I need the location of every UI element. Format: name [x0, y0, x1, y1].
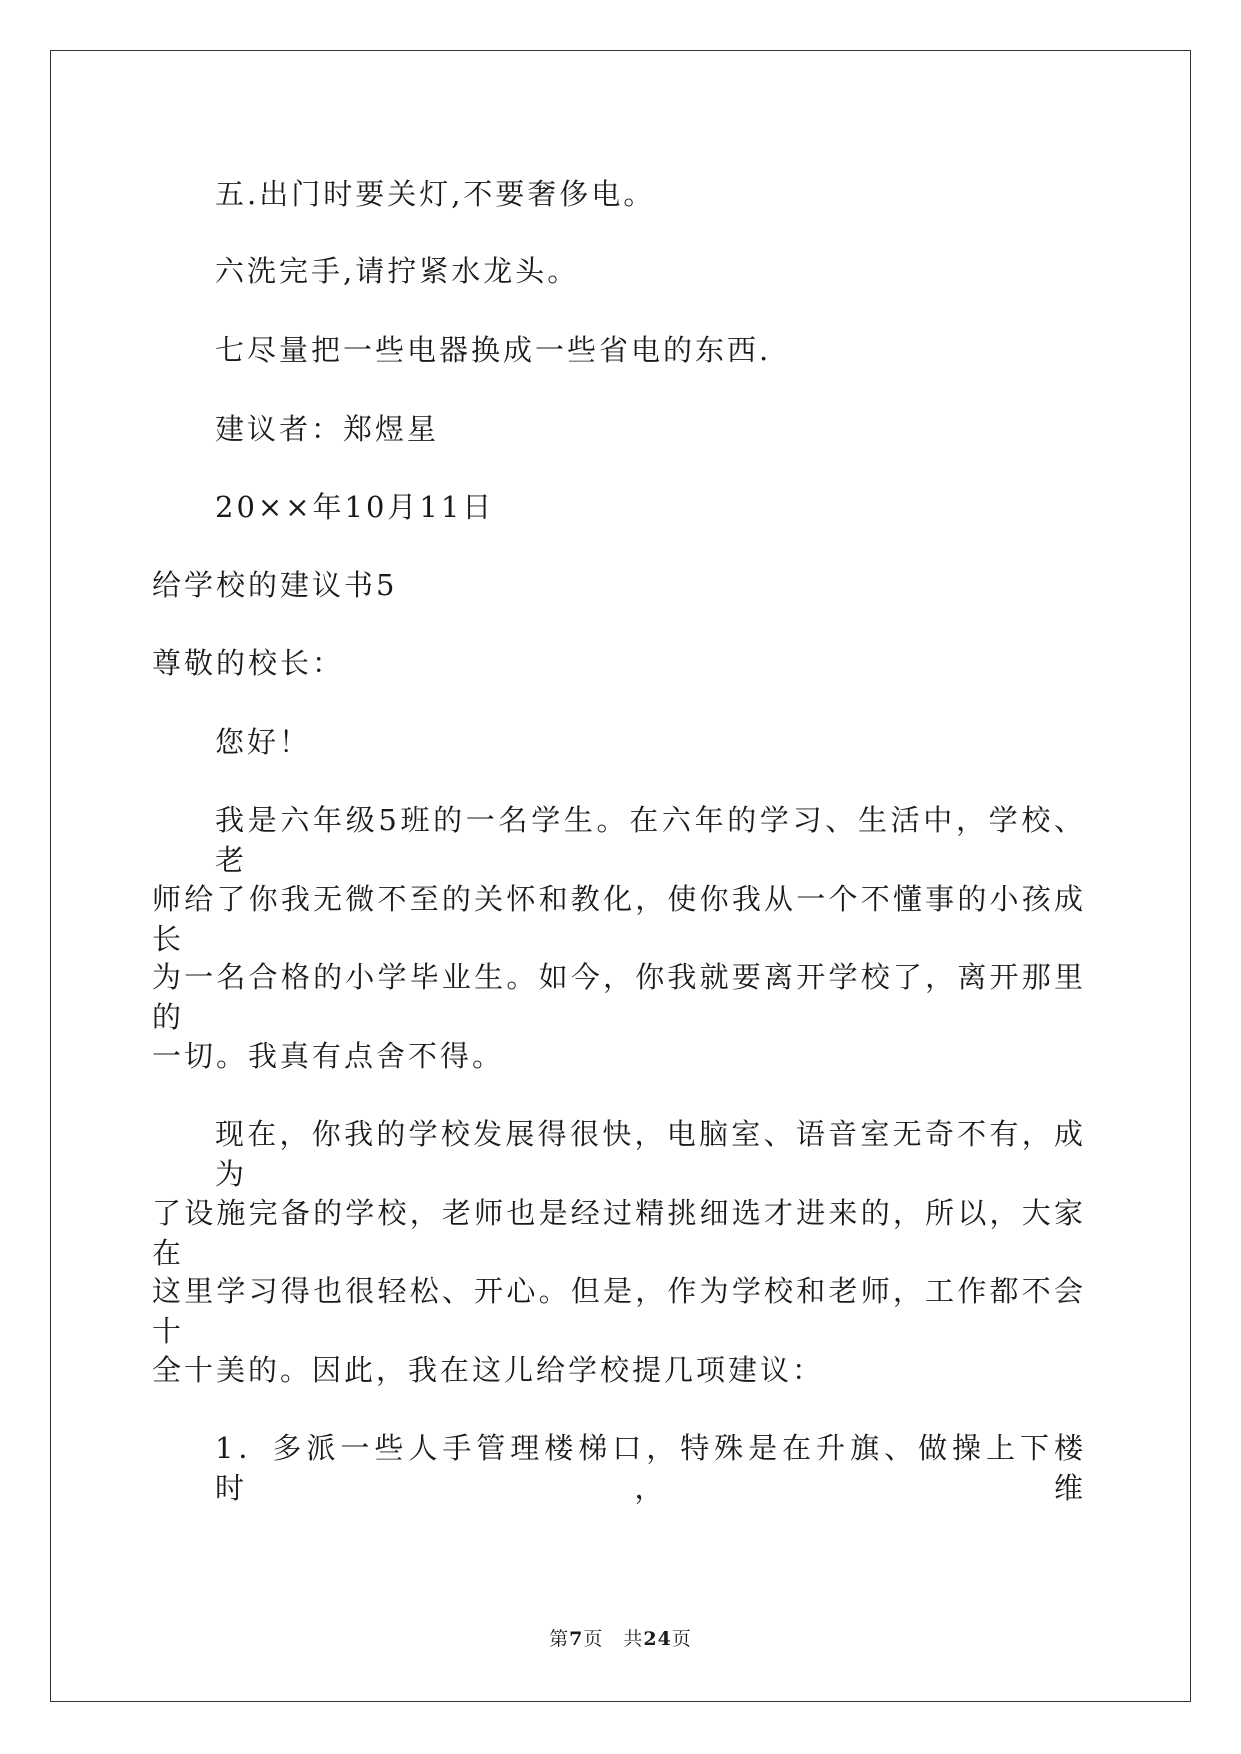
paragraph-line: 我是六年级5班的一名学生。在六年的学习、生活中，学校、老 [215, 803, 1086, 877]
paragraph-line: 现在，你我的学校发展得很快，电脑室、语音室无奇不有，成为 [215, 1117, 1086, 1191]
signature-line: 建议者：郑煜星 [215, 412, 440, 446]
footer-suffix: 页 [671, 1628, 692, 1650]
paragraph-line: 全十美的。因此，我在这儿给学校提几项建议： [152, 1353, 825, 1387]
text-line: 五.出门时要关灯,不要奢侈电。 [215, 177, 656, 211]
footer-mid: 页 共 [583, 1628, 644, 1650]
current-page-number: 7 [569, 1628, 584, 1650]
paragraph-line: 这里学习得也很轻松、开心。但是，作为学校和老师，工作都不会十 [152, 1274, 1086, 1348]
page-footer [0, 1627, 1241, 1651]
salutation: 尊敬的校长： [152, 646, 345, 680]
section-title: 给学校的建议书5 [152, 568, 398, 602]
paragraph-line: 师给了你我无微不至的关怀和教化，使你我从一个不懂事的小孩成长 [152, 882, 1086, 956]
greeting: 您好！ [215, 725, 312, 759]
paragraph-line: 了设施完备的学校，老师也是经过精挑细选才进来的，所以，大家在 [152, 1196, 1086, 1270]
text-line: 七尽量把一些电器换成一些省电的东西. [215, 333, 772, 367]
list-item: 1．多派一些人手管理楼梯口，特殊是在升旗、做操上下楼时，维 [215, 1431, 1086, 1505]
footer-prefix: 第 [549, 1628, 570, 1650]
date-line: 20××年10月11日 [215, 490, 495, 524]
total-page-number: 24 [643, 1628, 672, 1650]
paragraph-line: 一切。我真有点舍不得。 [152, 1039, 505, 1073]
paragraph-line: 为一名合格的小学毕业生。如今，你我就要离开学校了，离开那里的 [152, 960, 1086, 1034]
text-line: 六洗完手,请拧紧水龙头。 [215, 254, 580, 288]
